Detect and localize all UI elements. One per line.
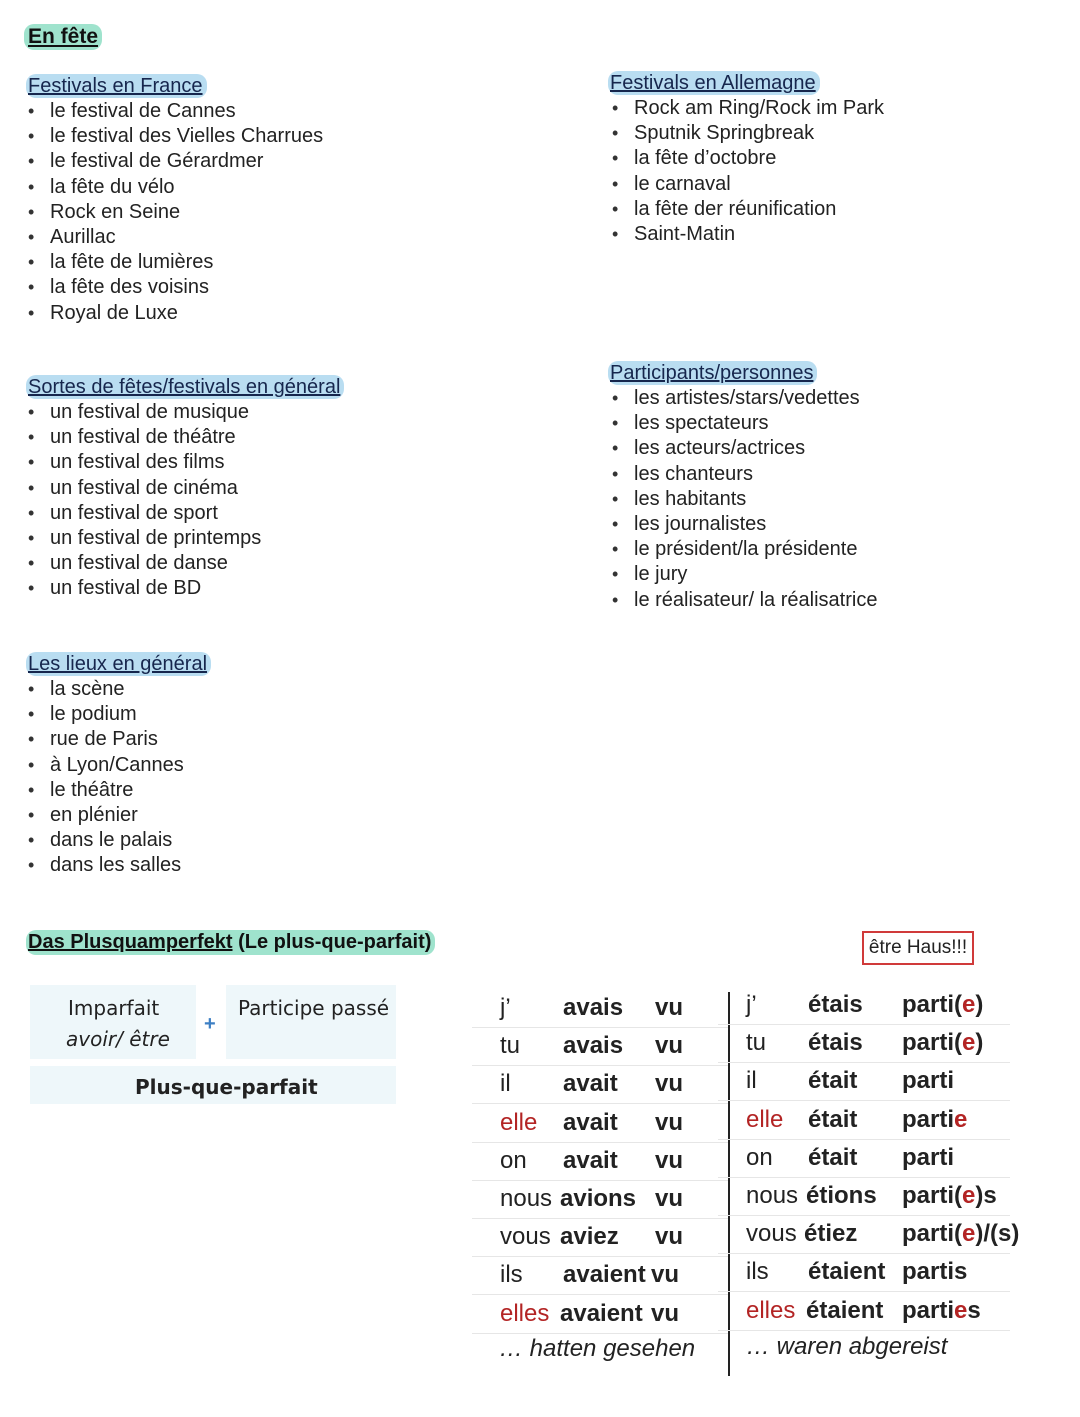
list-item: • le théâtre [28,778,184,803]
participle [902,1219,1019,1249]
section-title-lieux: Les lieux en général [26,652,211,676]
verb: avaient [563,1261,646,1289]
list-item: • le podium [28,702,184,727]
participle: vu [655,1070,684,1098]
pronoun: vous [500,1223,551,1251]
list-item: • les artistes/stars/vedettes [612,386,877,411]
list-item: • la fête d’octobre [612,146,884,171]
participle: vu [655,1185,684,1212]
list-item: • un festival de printemps [28,526,261,551]
row-divider [472,1180,728,1181]
participle-part: s [967,1296,981,1324]
list-item: • un festival de sport [28,501,261,526]
participle-part: parti( [902,991,962,1018]
formula-participe-label: Participe passé [238,996,390,1020]
pronoun: tu [746,1029,767,1057]
list-item: • les chanteurs [612,462,877,487]
participle-part: e [954,1296,968,1324]
row-divider [472,1256,728,1257]
list-item: • dans le palais [28,828,184,853]
list-item: • les spectateurs [612,411,877,436]
participle: vu [655,1032,684,1060]
pronoun: elle [746,1105,784,1133]
list-item: • un festival de cinéma [28,476,261,501]
list-item: • les journalistes [612,512,877,537]
list-france [28,99,323,326]
participle [902,1028,983,1058]
row-divider [718,1215,1010,1216]
list-item: • Aurillac [28,225,323,250]
participle-part: partis [902,1258,968,1286]
verb: étais [808,1029,863,1057]
list-sortes [28,400,261,602]
participle-part: parti( [902,1029,962,1057]
list-item: • les acteurs/actrices [612,436,877,461]
verb: avaient [560,1299,643,1327]
list-item: • le réalisateur/ la réalisatrice [612,588,877,613]
list-item: • rue de Paris [28,727,184,752]
participle-part: e [954,1105,968,1133]
list-item: • Sputnik Springbreak [612,121,884,146]
participle-part: e [962,1182,976,1209]
participle-part: parti( [902,1182,962,1209]
row-divider [718,1330,1010,1331]
pronoun: ils [746,1258,769,1286]
participle-part: e [962,991,976,1018]
participle: vu [655,994,684,1021]
list-item: • le festival de Cannes [28,99,323,124]
participle [902,1105,967,1135]
verb: étais [808,991,863,1018]
participle [902,990,983,1020]
verb: avait [563,1146,618,1174]
section-title-allemagne: Festivals en Allemagne [608,71,820,95]
participle-part: parti [902,1143,955,1171]
pronoun: elles [746,1296,796,1324]
list-item: • un festival de musique [28,400,261,425]
table-divider [728,992,730,1376]
participle-part: parti [902,1296,955,1324]
verb: avais [563,1032,624,1060]
row-divider [472,1065,728,1066]
participle [902,1066,954,1096]
row-divider [472,1142,728,1143]
participle: vu [655,1146,684,1174]
formula-imparfait-label: Imparfait [68,996,160,1020]
participle: vu [655,1108,684,1136]
verb: était [808,1143,858,1171]
list-participants [612,386,877,613]
pronoun: nous [746,1182,799,1209]
verb: avait [563,1070,618,1098]
row-divider [472,1103,728,1104]
row-divider [472,1218,728,1219]
list-item: • la fête der réunification [612,197,884,222]
verb: étaient [806,1296,884,1324]
list-item: • un festival de danse [28,551,261,576]
participle-part: e [962,1029,976,1057]
list-item: • à Lyon/Cannes [28,753,184,778]
participle-part: parti [902,1105,955,1133]
list-lieux [28,677,184,879]
section-title-france: Festivals en France [26,74,207,98]
list-item: • le carnaval [612,172,884,197]
participle [902,1181,997,1211]
participle: vu [651,1261,680,1289]
list-item: • Royal de Luxe [28,301,323,326]
etre-translation: … waren abgereist [746,1333,948,1360]
verb: étaient [808,1258,886,1286]
pronoun: nous [500,1185,553,1212]
verb: aviez [560,1223,619,1251]
participle-part: parti( [902,1220,962,1248]
list-item: • Rock en Seine [28,200,323,225]
list-item: • un festival de BD [28,576,261,601]
list-item: • les habitants [612,487,877,512]
list-item: • la fête du vélo [28,175,323,200]
participle-part: ) [975,1029,984,1057]
list-item: • dans les salles [28,853,184,878]
row-divider [718,1024,1010,1025]
pronoun: vous [746,1220,797,1248]
page-title: En fête [24,24,102,50]
list-item: • un festival des films [28,450,261,475]
verb: était [808,1105,858,1133]
section-title-sortes: Sortes de fêtes/festivals en général [26,375,344,399]
avoir-translation: … hatten gesehen [499,1335,696,1362]
row-divider [718,1177,1010,1178]
list-item: • le festival des Vielles Charrues [28,124,323,149]
list-item: • la fête de lumières [28,250,323,275]
row-divider [718,1139,1010,1140]
list-item: • le jury [612,562,877,587]
verb: avions [560,1185,637,1212]
pronoun: elle [500,1108,538,1136]
pronoun: il [500,1070,511,1098]
list-item: • la fête des voisins [28,275,323,300]
row-divider [718,1100,1010,1101]
grammar-title [26,930,435,955]
row-divider [718,1291,1010,1292]
list-item: • Saint-Matin [612,222,884,247]
formula-imparfait-sub: avoir/ être [66,1027,170,1051]
etre-haus-note: être Haus!!! [862,931,974,965]
pronoun: j’ [746,991,757,1018]
row-divider [472,1027,728,1028]
row-divider [472,1294,728,1295]
pronoun: j’ [500,994,511,1021]
list-item: • le président/la présidente [612,537,877,562]
pronoun: elles [500,1299,550,1327]
pronoun: tu [500,1032,521,1060]
row-divider [718,1253,1010,1254]
verb: avait [563,1108,618,1136]
participle [902,1257,967,1287]
list-allemagne [612,96,884,247]
row-divider [718,1062,1010,1063]
pronoun: il [746,1067,757,1095]
participle-part: e [962,1220,976,1248]
list-item: • le festival de Gérardmer [28,149,323,174]
list-item: • la scène [28,677,184,702]
list-item: • un festival de théâtre [28,425,261,450]
list-item: • Rock am Ring/Rock im Park [612,96,884,121]
verb: étiez [804,1220,858,1248]
pronoun: on [500,1146,527,1174]
formula-result-label: Plus-que-parfait [135,1075,318,1099]
pronoun: on [746,1143,773,1171]
grammar-title-main: Das Plusquamperfekt [28,931,233,953]
verb: étions [806,1182,877,1209]
participle-part: )/(s) [975,1220,1020,1248]
verb: était [808,1067,858,1095]
participle [902,1296,981,1326]
participle [902,1143,954,1173]
list-item: • en plénier [28,803,184,828]
participle: vu [651,1299,680,1327]
pronoun: ils [500,1261,523,1289]
formula-plus: + [204,1013,216,1035]
section-title-participants: Participants/personnes [608,361,817,385]
verb: avais [563,994,624,1021]
participle-part: ) [975,991,984,1018]
participle-part: )s [975,1182,997,1209]
grammar-title-paren: (Le plus-que-parfait) [232,931,432,953]
participle: vu [655,1223,684,1251]
participle-part: parti [902,1067,955,1095]
